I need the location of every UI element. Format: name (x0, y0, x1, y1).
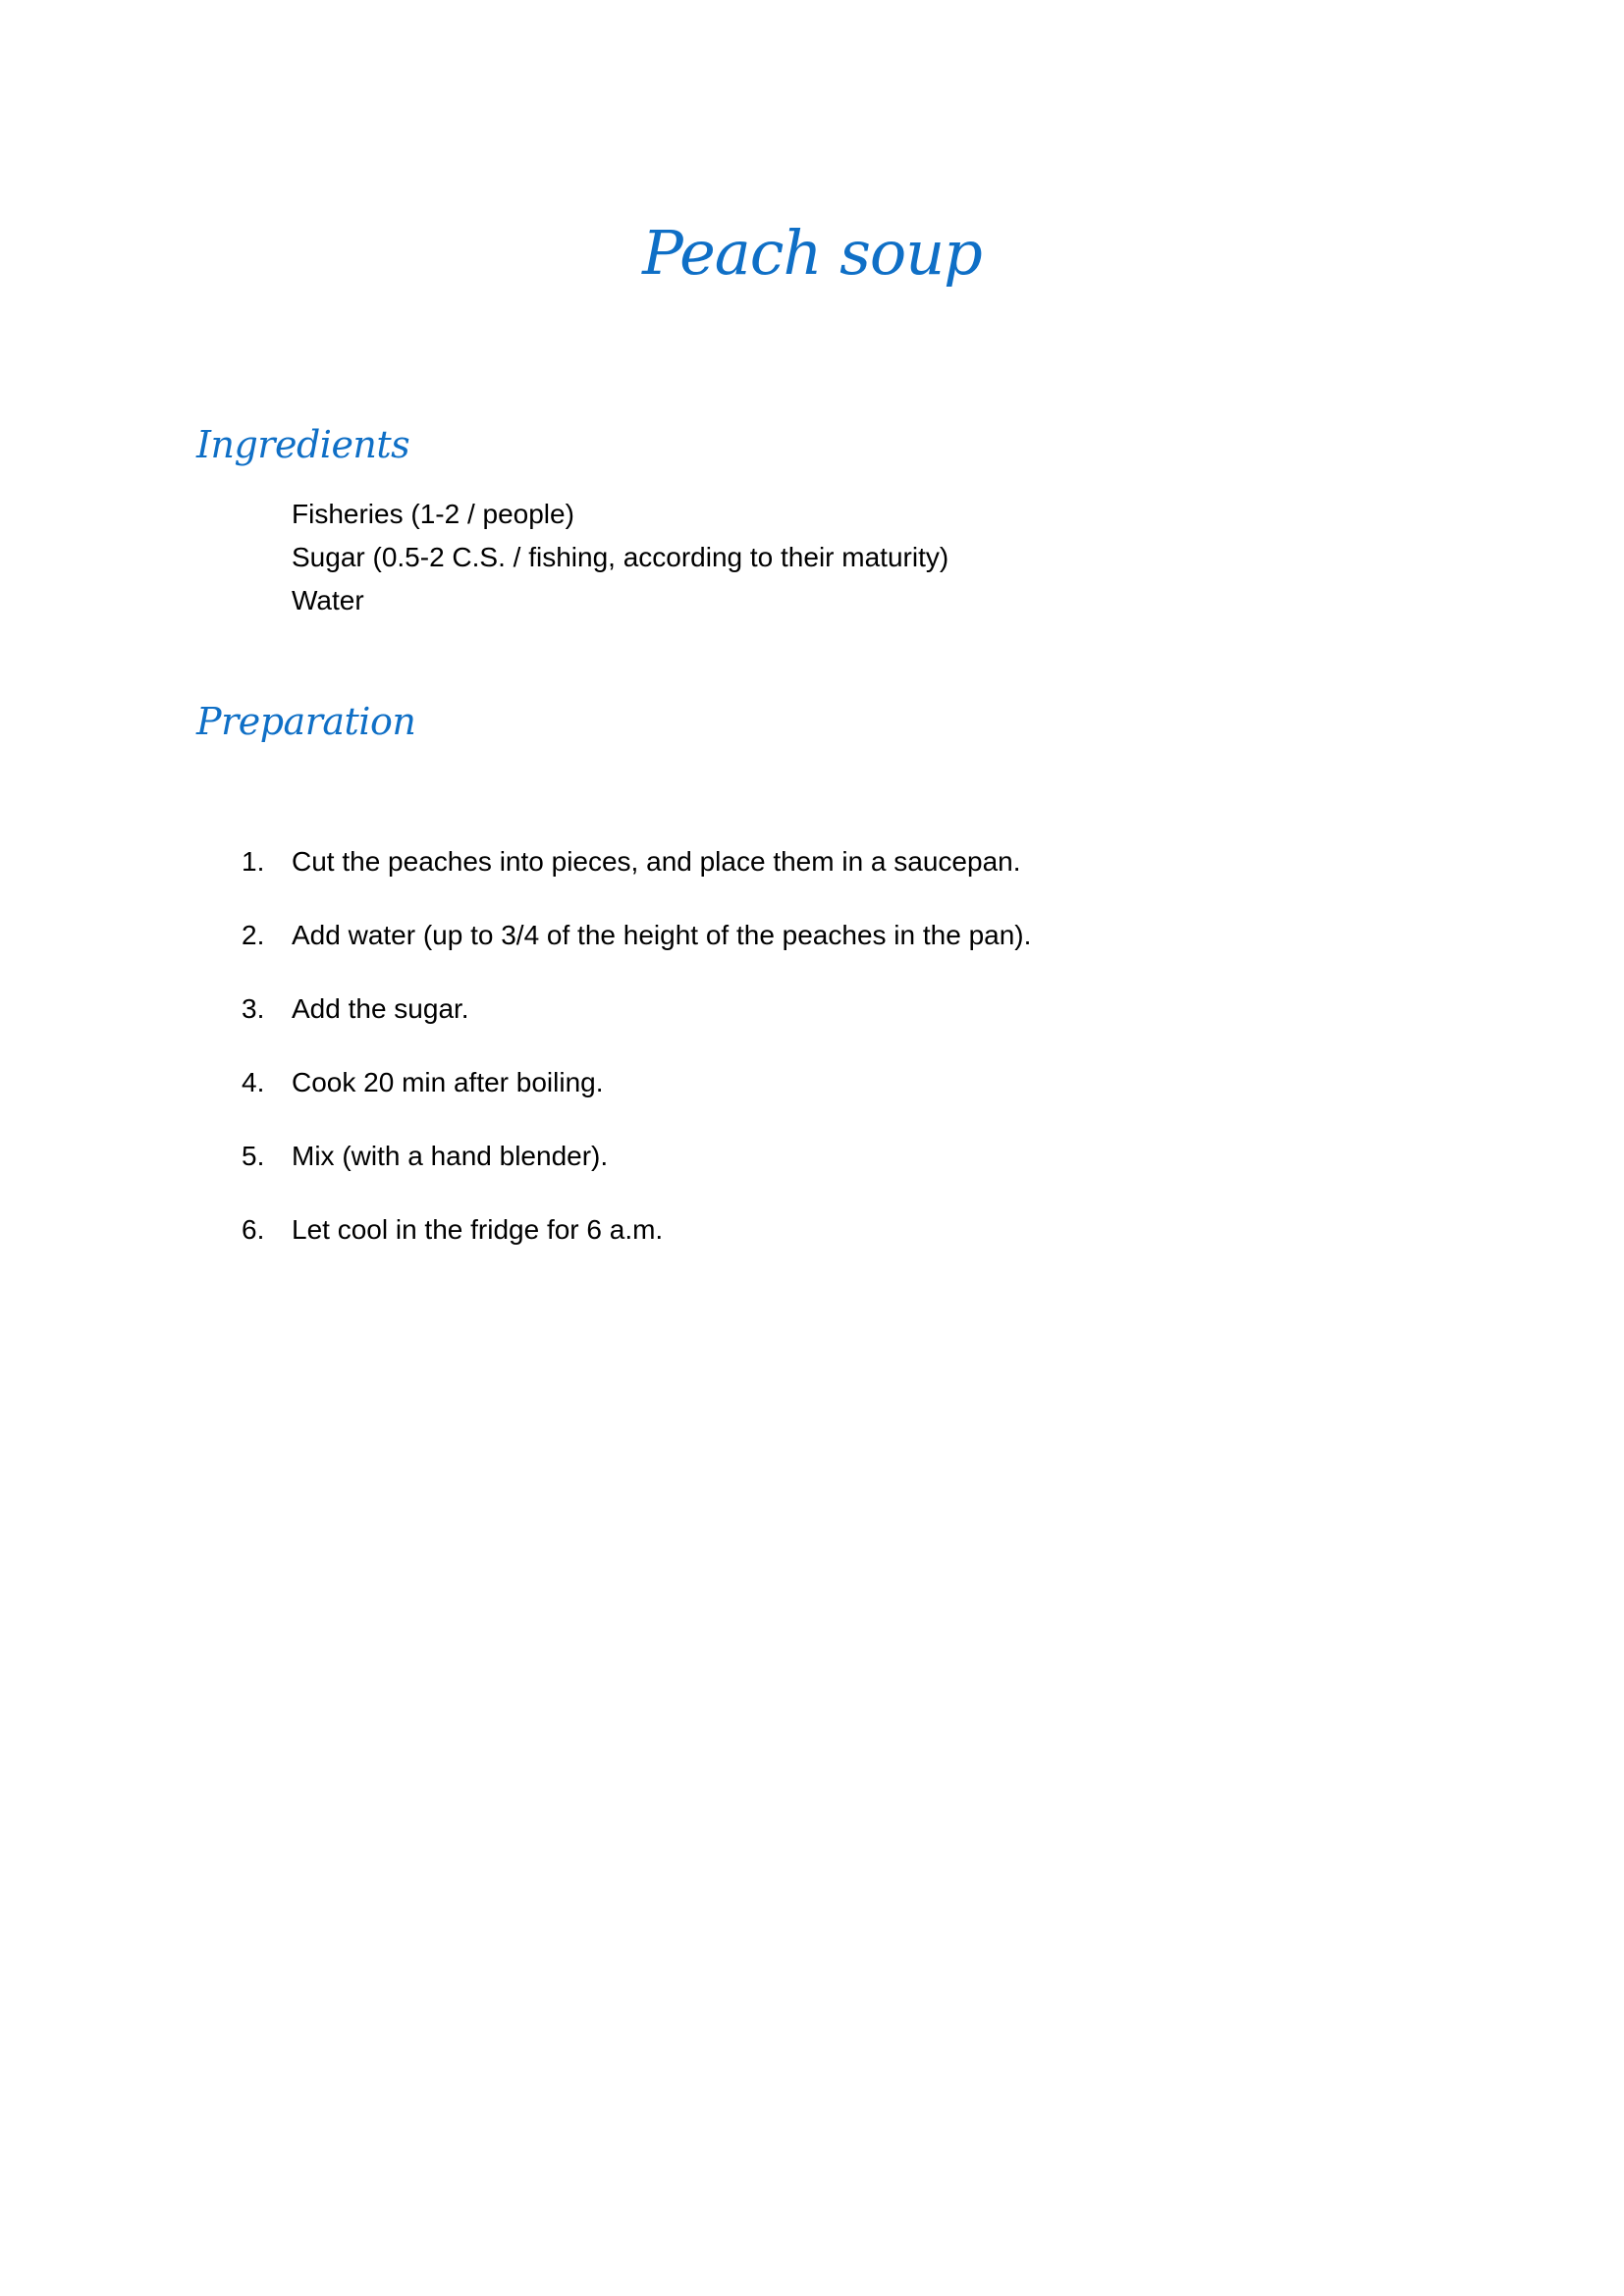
step-text: Add water (up to 3/4 of the height of the peaches in the pan). (292, 920, 1032, 950)
step-item (242, 989, 1031, 1029)
ingredient-item: Water (292, 585, 364, 615)
document-title: Peach soup (642, 217, 982, 289)
step-number: 1. (242, 846, 265, 877)
preparation-heading: Preparation (196, 700, 416, 743)
ingredients-list (292, 493, 948, 622)
step-text: Mix (with a hand blender). (292, 1141, 609, 1171)
step-number: 5. (242, 1141, 265, 1171)
step-text: Let cool in the fridge for 6 a.m. (292, 1214, 664, 1245)
step-text: Cut the peaches into pieces, and place them in a saucepan. (292, 846, 1021, 877)
ingredients-heading: Ingredients (196, 423, 410, 466)
step-item (242, 842, 1031, 881)
step-number: 2. (242, 920, 265, 950)
step-number: 4. (242, 1067, 265, 1097)
step-text: Cook 20 min after boiling. (292, 1067, 604, 1097)
step-item (242, 1063, 1031, 1102)
step-item (242, 1137, 1031, 1176)
ingredient-item: Sugar (0.5-2 C.S. / fishing, according to their maturity) (292, 542, 949, 572)
preparation-steps-list (242, 842, 1031, 1284)
step-text: Add the sugar. (292, 993, 469, 1024)
step-item (242, 1210, 1031, 1250)
step-number: 3. (242, 993, 265, 1024)
step-item (242, 916, 1031, 955)
step-number: 6. (242, 1214, 265, 1245)
ingredient-item: Fisheries (1-2 / people) (292, 499, 574, 529)
